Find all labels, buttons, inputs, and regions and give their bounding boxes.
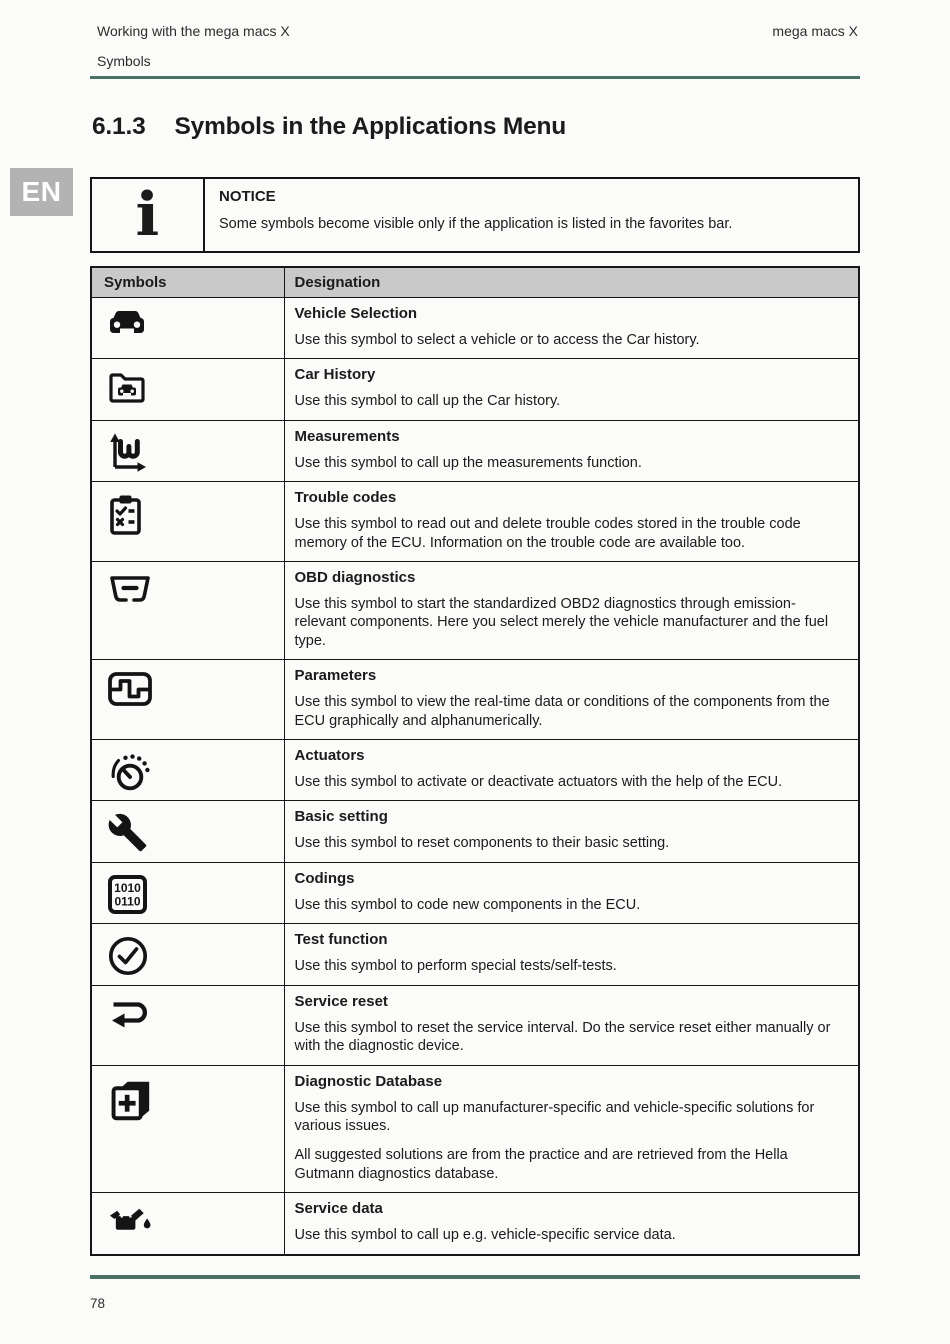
symbol-cell — [91, 985, 284, 1065]
symbol-description-2: All suggested solutions are from the practice and are retrieved from the Hella Gutmann diagnostics database. — [294, 1147, 788, 1182]
notice-body — [205, 179, 746, 251]
designation-cell — [284, 562, 859, 660]
notice-label: NOTICE — [219, 188, 276, 205]
symbol-title: Actuators — [294, 747, 365, 765]
designation-cell — [284, 924, 859, 985]
symbol-description: Use this symbol to activate or deactivate actuators with the help of the ECU. — [294, 774, 783, 791]
designation-cell — [284, 298, 859, 359]
symbol-description: Use this symbol to perform special tests/self-tests. — [294, 958, 617, 975]
running-header-sub: Symbols — [97, 53, 151, 69]
symbol-cell — [91, 801, 284, 862]
language-tab-en: EN — [10, 168, 73, 216]
notice-icon-cell — [92, 179, 205, 251]
table-row — [91, 660, 859, 740]
parameters-icon — [107, 671, 154, 708]
symbols-table — [90, 266, 860, 1256]
designation-cell — [284, 740, 859, 801]
designation-cell — [284, 1065, 859, 1193]
symbol-description: Use this symbol to reset the service interval. Do the service reset either manually or with the diagnostic device. — [294, 1019, 831, 1055]
symbol-description: Use this symbol to call up manufacturer-specific and vehicle-specific solutions for various issues. — [294, 1099, 815, 1134]
symbol-title: Service reset — [294, 992, 388, 1010]
obd-diagnostics-icon — [107, 573, 154, 604]
symbol-description: Use this symbol to call up the Car history. — [294, 393, 561, 410]
test-function-icon — [107, 935, 149, 977]
table-row — [91, 1193, 859, 1255]
notice-text: Some symbols become visible only if the application is listed in the favorites bar. — [219, 216, 733, 232]
info-icon: i — [135, 179, 160, 250]
basic-setting-icon — [107, 812, 148, 853]
designation-cell — [284, 1193, 859, 1255]
table-row — [91, 740, 859, 801]
designation-cell — [284, 801, 859, 862]
table-row — [91, 482, 859, 562]
table-row — [91, 862, 859, 923]
symbol-title: OBD diagnostics — [294, 569, 416, 587]
symbol-description: Use this symbol to select a vehicle or to access the Car history. — [294, 332, 700, 348]
symbol-description: Use this symbol to call up the measurements function. — [294, 454, 642, 471]
page-footer — [90, 1275, 860, 1311]
notice-box — [90, 177, 860, 253]
symbol-cell — [91, 740, 284, 801]
symbol-cell — [91, 359, 284, 420]
symbol-title: Trouble codes — [294, 489, 397, 507]
symbol-description: Use this symbol to call up e.g. vehicle-specific service data. — [294, 1227, 676, 1244]
footer-divider — [90, 1275, 860, 1279]
codings-icon — [107, 874, 148, 915]
measurements-icon — [107, 432, 148, 473]
column-header-symbols: Symbols — [91, 267, 284, 298]
designation-cell — [284, 660, 859, 740]
running-header-left: Working with the mega macs X — [97, 23, 290, 39]
running-header-right: mega macs X — [772, 23, 858, 39]
designation-cell — [284, 482, 859, 562]
designation-cell — [284, 359, 859, 420]
diagnostic-database-icon — [107, 1077, 152, 1122]
service-reset-icon — [107, 997, 153, 1028]
symbol-description: Use this symbol to reset components to their basic setting. — [294, 835, 670, 852]
page-title — [90, 113, 860, 141]
table-row — [91, 1065, 859, 1193]
symbol-title: Service data — [294, 1200, 383, 1218]
header-divider — [90, 76, 860, 79]
symbol-cell — [91, 420, 284, 481]
symbol-cell — [91, 1193, 284, 1255]
table-row — [91, 801, 859, 862]
symbol-cell — [91, 482, 284, 562]
symbol-title: Test function — [294, 931, 388, 949]
table-row — [91, 298, 859, 359]
table-row — [91, 562, 859, 660]
symbol-cell — [91, 298, 284, 359]
symbol-title: Basic setting — [294, 808, 388, 826]
symbol-description: Use this symbol to code new components in the ECU. — [294, 896, 641, 913]
designation-cell — [284, 420, 859, 481]
vehicle-selection-icon — [107, 309, 147, 334]
table-row — [91, 924, 859, 985]
symbol-title: Codings — [294, 869, 355, 887]
symbol-cell — [91, 924, 284, 985]
table-row — [91, 420, 859, 481]
section-title-text: Symbols in the Applications Menu — [174, 113, 567, 140]
actuators-icon — [107, 751, 153, 793]
symbol-title: Parameters — [294, 667, 377, 685]
symbol-cell — [91, 862, 284, 923]
svg-text:0110: 0110 — [114, 894, 141, 909]
table-header-row — [91, 267, 859, 298]
symbol-cell — [91, 660, 284, 740]
page-number: 78 — [90, 1295, 106, 1311]
svg-text:1010: 1010 — [114, 880, 141, 895]
symbol-cell — [91, 1065, 284, 1193]
trouble-codes-icon — [107, 493, 144, 538]
service-data-icon — [107, 1204, 154, 1235]
page-content — [90, 0, 860, 1256]
table-row — [91, 359, 859, 420]
symbol-description: Use this symbol to start the standardized OBD2 diagnostics through emission-relevant components. Here you select merely the vehicle manufacturer and the fuel type. — [294, 596, 829, 649]
designation-cell — [284, 862, 859, 923]
symbol-title: Car History — [294, 366, 376, 384]
column-header-designation: Designation — [284, 267, 859, 298]
symbol-description: Use this symbol to read out and delete trouble codes stored in the trouble code memory of the ECU. Information on the trouble code are available too. — [294, 516, 801, 551]
running-header — [90, 23, 860, 39]
symbol-description: Use this symbol to view the real-time data or conditions of the components from the ECU graphically and alphanumerically. — [294, 694, 830, 729]
symbol-title: Measurements — [294, 427, 400, 445]
car-history-icon — [107, 370, 147, 404]
table-row — [91, 985, 859, 1065]
symbol-title: Diagnostic Database — [294, 1072, 443, 1090]
section-number: 6.1.3 — [92, 113, 146, 140]
symbol-cell — [91, 562, 284, 660]
symbol-title: Vehicle Selection — [294, 305, 418, 322]
designation-cell — [284, 985, 859, 1065]
